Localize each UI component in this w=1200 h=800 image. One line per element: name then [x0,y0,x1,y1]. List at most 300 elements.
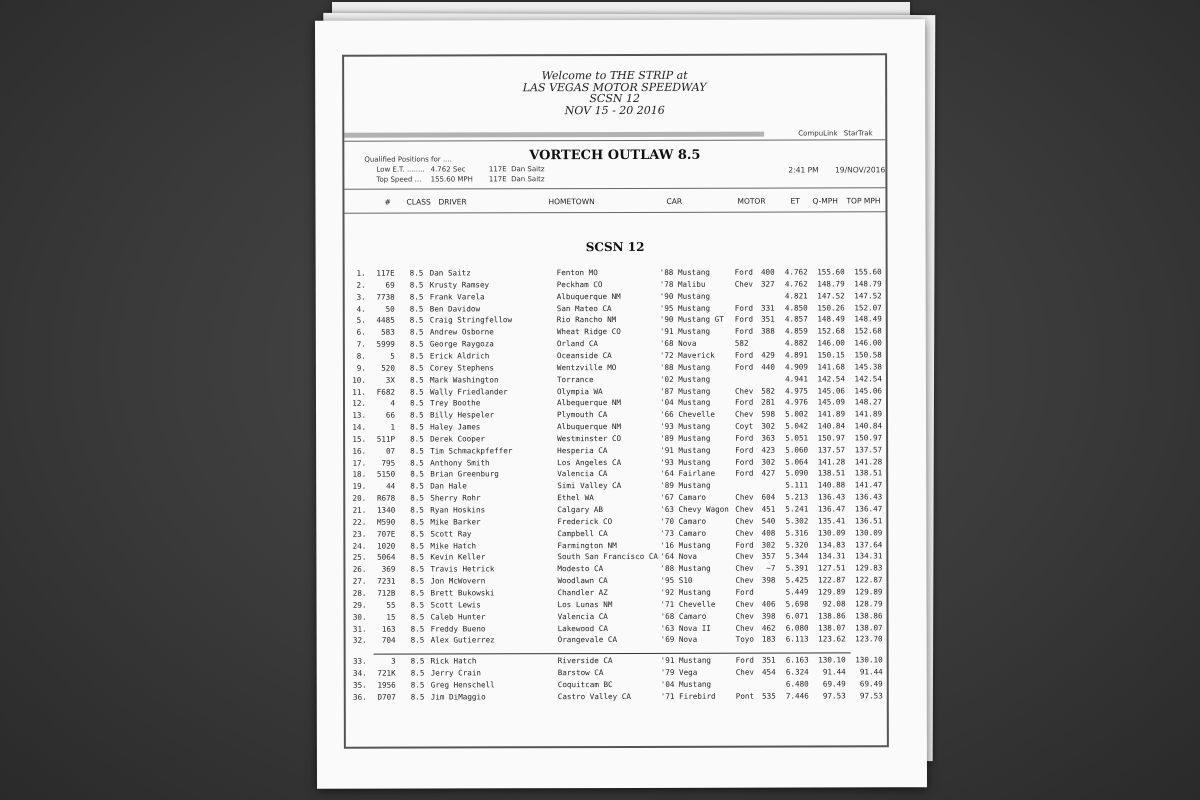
cell-car: '88 Mustang [660,564,711,574]
cell-car-number: 3X [385,375,395,385]
cell-displacement: 281 [761,397,776,407]
cell-driver: Erick Aldrich [429,351,490,361]
cell-top-mph: 138.86 [855,610,883,621]
section-title: SCSN 12 [585,239,645,255]
cell-q-mph: 122.87 [818,575,846,585]
cell-class: 8.5 [410,692,425,702]
cell-motor: Chev [735,552,754,562]
cell-car-number: 07 [385,446,396,456]
cell-car-number: 5999 [376,339,395,349]
cell-displacement: 398 [761,575,776,585]
cell-car: '63 Nova II [660,623,711,633]
cell-et: 5.060 [785,445,809,455]
cell-position: 28. [352,588,367,598]
cell-car: '88 Mustang [659,267,710,277]
cell-q-mph: 141.28 [817,457,846,467]
cell-hometown: San Mateo CA [556,303,612,313]
cell-displacement: 363 [761,433,776,443]
cell-et: 5.090 [785,468,809,479]
cell-motor: Chev [735,599,754,609]
cell-position: 6. [356,327,366,337]
cell-position: 18. [352,470,367,480]
cell-q-mph: 138.86 [818,611,846,621]
cell-q-mph: 134.31 [817,551,846,561]
cell-et: 4.850 [784,303,808,313]
divider [344,211,885,213]
header-line: NOV 15 - 20 2016 [564,103,665,117]
cell-class: 8.5 [409,292,424,302]
sponsor-startrak: StarTrak [843,129,873,138]
col-header-car: CAR [666,196,683,206]
cell-hometown: Wheat Ridge CO [556,327,621,337]
cell-car-number: 44 [386,481,396,491]
cell-hometown: Barstow CA [557,668,604,678]
cell-motor: Chev [735,623,754,633]
cell-hometown: Plymouth CA [557,410,608,420]
cell-et: 5.002 [785,409,809,419]
cell-displacement: 302 [761,421,776,431]
cell-motor: Ford [735,587,754,597]
cell-q-mph: 142.54 [817,374,845,384]
cell-hometown: Wentzville MO [556,362,617,372]
cell-hometown: Peckham CO [556,279,603,290]
cell-motor: Ford [735,655,754,665]
cell-car: '64 Nova [660,552,697,562]
cell-class: 8.5 [410,600,425,610]
cell-q-mph: 140.84 [817,421,846,431]
cell-q-mph: 150.15 [817,350,845,360]
col-header-number: # [384,197,391,207]
cell-hometown: Orangevale CA [557,635,618,645]
cell-car: '04 Mustang [659,398,711,408]
cell-q-mph: 136.47 [817,504,846,514]
cell-top-mph: 140.84 [854,421,883,431]
cell-driver: Jim DiMaggio [430,692,486,702]
cell-hometown: Los Angeles CA [557,457,622,467]
cell-car-number: 583 [381,327,395,337]
cell-driver: Scott Lewis [430,600,481,610]
cell-q-mph: 127.51 [817,563,846,573]
cell-et: 5.111 [785,480,809,490]
table-row [346,635,887,648]
low-et-car: 117E [488,165,507,174]
cell-displacement: 302 [761,457,776,467]
cell-class: 8.5 [409,304,424,314]
cell-driver: Craig Stringfellow [429,315,513,325]
cell-car-number: 117E [376,268,395,278]
cell-displacement: 454 [761,667,776,677]
cell-hometown: Albuquerque NM [556,291,621,301]
cell-q-mph: 152.68 [817,326,845,336]
cell-class: 8.5 [410,635,425,645]
cell-motor: Chev [735,504,754,514]
cell-driver: Travis Hetrick [430,564,495,574]
cell-motor: Ford [734,315,754,325]
cell-et: 5.051 [785,433,809,443]
cell-top-mph: 146.00 [854,338,882,348]
cell-et: 6.113 [785,634,809,644]
cell-displacement: 406 [761,599,776,609]
cell-et: 5.302 [785,516,809,526]
cell-class: 8.5 [409,351,424,361]
cell-class: 8.5 [410,624,425,634]
cell-driver: Haley James [430,422,481,432]
cell-class: 8.5 [410,458,424,468]
cell-motor: Ford [735,457,754,467]
print-time: 2:41 PM [788,165,819,175]
cell-position: 11. [352,387,366,397]
cell-motor: Toyo [735,634,754,645]
cell-car: '02 Mustang [659,374,711,384]
col-header-motor: MOTOR [737,196,766,206]
cell-hometown: Olympia WA [556,386,603,396]
cell-q-mph: 148.79 [817,279,845,289]
cell-driver: Caleb Hunter [430,611,486,622]
cell-q-mph: 150.26 [817,302,845,313]
cell-position: 2. [356,280,366,290]
cell-hometown: Modesto CA [557,564,604,574]
cell-top-mph: 136.51 [854,516,883,526]
cell-car-number: 5 [390,351,395,361]
cell-hometown: Coquitcam BC [557,679,613,690]
cell-class: 8.5 [410,517,425,527]
cell-driver: Ryan Hoskins [430,505,486,515]
cell-driver: George Raygoza [429,339,494,349]
cell-position: 34. [352,668,367,678]
cell-position: 30. [352,612,367,622]
cell-et: 6.324 [785,667,809,677]
track-header [344,69,885,116]
cell-top-mph: 147.52 [854,291,882,301]
cell-displacement: 427 [761,469,776,479]
cell-driver: Anthony Smith [430,457,490,468]
cell-et: 6.071 [785,611,809,621]
cell-position: 33. [352,656,367,666]
cell-top-mph: 145.38 [854,362,882,372]
cell-q-mph: 155.60 [817,267,845,277]
cell-displacement: 388 [761,326,775,336]
cell-top-mph: 137.57 [854,445,883,455]
cell-hometown: Lakewood CA [557,623,608,633]
cell-class: 8.5 [409,339,424,349]
cell-q-mph: 141.89 [817,409,846,419]
cell-car: '64 Fairlane [660,469,716,479]
cell-motor: Chev [735,492,754,502]
cell-motor: Chev [734,279,753,289]
cell-motor: Ford [734,397,754,408]
cell-driver: Brian Greenburg [430,469,499,479]
cell-car-number: 66 [385,410,396,420]
cell-motor: Ford [735,540,754,550]
cell-motor: Ford [734,350,754,360]
cell-top-mph: 136.47 [854,504,883,514]
cell-position: 36. [353,692,367,702]
low-et-driver: Dan Saitz [511,165,545,174]
cell-driver: Alex Gutierrez [430,635,495,645]
cell-top-mph: 142.54 [854,373,882,384]
sponsor-compulink: CompuLink [798,129,838,138]
cell-motor: Chev [735,409,754,419]
cell-position: 13. [352,410,367,420]
cell-hometown: Hesperia CA [557,445,608,455]
cell-top-mph: 152.68 [854,326,882,336]
cell-driver: Jerry Crain [430,668,482,678]
cell-driver: Mike Hatch [430,540,477,551]
cell-position: 32. [352,636,367,646]
cell-car: '70 Camaro [660,516,707,526]
cell-top-mph: 130.09 [854,528,883,538]
cell-et: 6.163 [785,655,809,665]
cell-top-mph: 148.49 [854,314,882,324]
cell-driver: Billy Hespeler [430,410,495,420]
cell-driver: Wally Friedlander [429,386,508,397]
col-header-q-mph: Q-MPH [812,196,838,206]
cell-hometown: Albuquerque NM [557,422,622,432]
cell-q-mph: 130.09 [817,528,846,538]
cell-car: '90 Mustang GT [659,315,724,325]
cell-position: 3. [356,292,366,302]
cell-displacement: 331 [761,303,775,313]
cell-position: 1. [356,268,366,278]
cell-motor: Chev [735,516,754,526]
cell-et: 5.344 [785,551,809,561]
cell-driver: Freddy Bueno [430,623,486,633]
cell-class: 8.5 [410,469,424,479]
cell-class: 8.5 [410,446,424,456]
cell-q-mph: 147.52 [817,291,845,301]
cell-et: 5.391 [785,563,809,573]
cell-car: '68 Nova [659,338,697,348]
cell-class: 8.5 [409,327,424,337]
cell-displacement: 429 [761,350,775,360]
cell-car-number: 3 [391,656,396,666]
cell-et: 4.882 [784,338,808,348]
cell-q-mph: 141.68 [817,362,845,372]
cell-class: 8.5 [409,398,424,408]
event-title: VORTECH OUTLAW 8.5 [529,147,701,164]
cell-top-mph: 129.89 [855,587,883,597]
cell-et: 4.857 [784,314,808,324]
cell-car: '91 Mustang [659,327,711,337]
top-speed-driver: Dan Saitz [511,175,545,184]
cell-displacement: 598 [761,409,776,419]
cell-q-mph: 91.44 [822,667,846,677]
cell-class: 8.5 [409,387,424,397]
cell-et: 4.909 [785,362,808,372]
cell-q-mph: 123.62 [818,634,846,644]
cell-motor: Pont [735,691,755,701]
cell-position: 7. [356,339,366,349]
cell-displacement: 604 [761,492,776,502]
top-speed-car: 117E [488,175,507,184]
cell-position: 35. [353,680,367,690]
cell-hometown: Calgary AB [557,505,604,515]
cell-displacement: 183 [761,634,776,644]
cell-motor: Ford [735,469,754,479]
cell-q-mph: 69.49 [822,679,846,689]
cell-position: 16. [352,446,367,456]
cell-q-mph: 150.97 [817,433,846,443]
cell-hometown: Westminster CO [557,433,622,444]
cell-car: '87 Mustang [659,386,711,396]
cell-hometown: Fenton MO [556,268,598,278]
cell-q-mph: 92.08 [822,599,846,609]
cell-motor: Chev [735,667,755,677]
cell-position: 25. [352,553,367,563]
cell-driver: Mark Washington [429,374,499,385]
cell-top-mph: 141.89 [854,409,883,419]
cell-car: '69 Nova [660,635,698,645]
cell-et: 5.320 [785,540,809,550]
cell-class: 8.5 [409,363,424,373]
cell-q-mph: 137.57 [817,445,846,455]
cell-driver: Corey Stephens [429,363,494,373]
cell-class: 8.5 [410,588,425,598]
cell-top-mph: 138.07 [855,622,883,632]
cell-car-number: F682 [376,387,395,397]
cell-car-number: 712B [377,588,396,598]
cell-displacement: 451 [761,504,776,514]
cell-car-number: 69 [385,280,395,290]
cell-q-mph: 135.41 [817,516,846,526]
cell-et: 5.213 [785,492,809,502]
cell-position: 24. [352,541,367,551]
cell-car-number: 1956 [377,680,396,690]
cell-car: '93 Mustang [660,457,711,467]
cell-driver: Dan Hale [430,481,467,491]
cell-top-mph: 136.43 [854,492,883,502]
cell-car: '95 S10 [660,575,693,585]
cell-hometown: Farmington NM [557,540,617,550]
cell-et: 5.241 [785,504,809,514]
cell-hometown: Simi Valley CA [557,481,622,491]
cell-class: 8.5 [410,612,425,622]
table-row [346,691,887,704]
cell-car-number: 50 [385,304,395,314]
cell-et: 5.042 [785,421,809,431]
cell-et: 4.975 [785,386,808,396]
cell-car-number: 1020 [377,541,396,551]
cell-q-mph: 129.89 [818,587,846,597]
cell-position: 21. [352,505,367,515]
cell-hometown: Woodlawn CA [557,576,608,586]
cell-top-mph: 145.06 [854,385,882,395]
cell-class: 8.5 [410,422,424,432]
col-header-et: ET [790,196,800,206]
cell-car-number: 7231 [377,576,396,586]
cell-driver: Jon McWovern [430,576,486,586]
cell-motor: Chev [735,611,754,621]
cell-q-mph: 145.09 [817,397,846,407]
cell-top-mph: 138.51 [854,468,883,478]
cell-car: '90 Mustang [659,291,711,301]
cell-et: 5.064 [785,457,809,467]
hatch-divider [344,132,764,138]
cell-displacement: 423 [761,445,776,455]
col-header-top-mph: TOP MPH [846,196,881,206]
cell-class: 8.5 [409,315,424,325]
cell-car: '91 Mustang [660,445,711,455]
cell-displacement: 351 [761,655,776,665]
cell-position: 9. [356,363,366,373]
cell-hometown: Valencia CA [557,469,608,479]
cell-displacement: 440 [761,362,775,372]
cell-motor: Coyt [735,421,754,431]
cell-car: '67 Camaro [660,492,706,503]
cell-car-number: 707E [377,529,396,539]
cell-class: 8.5 [410,564,425,574]
cell-class: 8.5 [410,529,425,539]
cell-car-number: 1 [390,422,396,432]
cell-top-mph: 69.49 [859,679,883,689]
cell-q-mph: 97.53 [822,691,846,701]
cell-car: '93 Mustang [660,421,711,431]
cutoff-rule [374,652,851,654]
cell-top-mph: 91.44 [859,667,883,677]
cell-car: '89 Mustang [660,481,711,491]
print-date: 19/NOV/2016 [835,165,886,175]
cell-hometown: Oceanside CA [556,350,612,361]
cell-class: 8.5 [410,505,425,515]
cell-position: 17. [352,458,367,468]
cell-driver: Kevin Keller [430,552,486,562]
cell-top-mph: 130.10 [855,655,883,665]
cell-class: 8.5 [410,434,424,444]
cell-top-mph: 122.87 [855,575,883,585]
cell-driver: Derek Cooper [430,434,485,444]
cell-car: '78 Malibu [659,279,706,289]
cell-car: '16 Mustang [660,540,711,550]
cell-position: 4. [356,304,366,314]
cell-car: '66 Chevelle [660,409,715,420]
cell-motor: Ford [735,445,754,455]
cell-position: 8. [356,351,366,361]
cell-car-number: 5150 [376,470,396,480]
cell-displacement: 400 [760,267,775,277]
cell-hometown: South San Francisco CA [557,552,659,562]
cell-et: 5.698 [785,599,809,609]
cell-driver: Greg Henschell [430,680,495,690]
cell-et: 4.821 [784,291,808,301]
results-sheet [315,19,927,789]
cell-driver: Mike Barker [430,517,481,527]
cell-displacement: ~7 [766,563,776,573]
cell-car: '72 Maverick [659,350,715,360]
sponsor-credits [798,129,876,137]
divider [344,139,885,141]
cell-car-number: 5064 [377,552,396,563]
low-et-label: Low E.T. ........ [376,165,425,174]
cell-displacement: 582 [761,386,775,396]
cell-position: 20. [352,493,367,503]
cell-driver: Sherry Rohr [430,493,481,503]
cell-q-mph: 140.88 [817,480,846,490]
cell-class: 8.5 [409,268,424,278]
cell-et: 6.080 [785,623,809,633]
cell-top-mph: 150.58 [854,350,882,360]
cell-car: '79 Vega [660,667,698,677]
cell-top-mph: 148.27 [854,397,883,407]
cell-displacement: 302 [761,540,776,550]
cell-position: 10. [352,375,366,385]
cell-class: 8.5 [410,410,424,420]
cell-q-mph: 136.43 [817,492,846,502]
cell-top-mph: 97.53 [859,691,883,701]
cell-car-number: D707 [377,692,396,702]
qualified-summary [364,154,544,184]
cell-top-mph: 137.64 [854,539,883,549]
cell-car: '73 Camaro [660,528,707,538]
